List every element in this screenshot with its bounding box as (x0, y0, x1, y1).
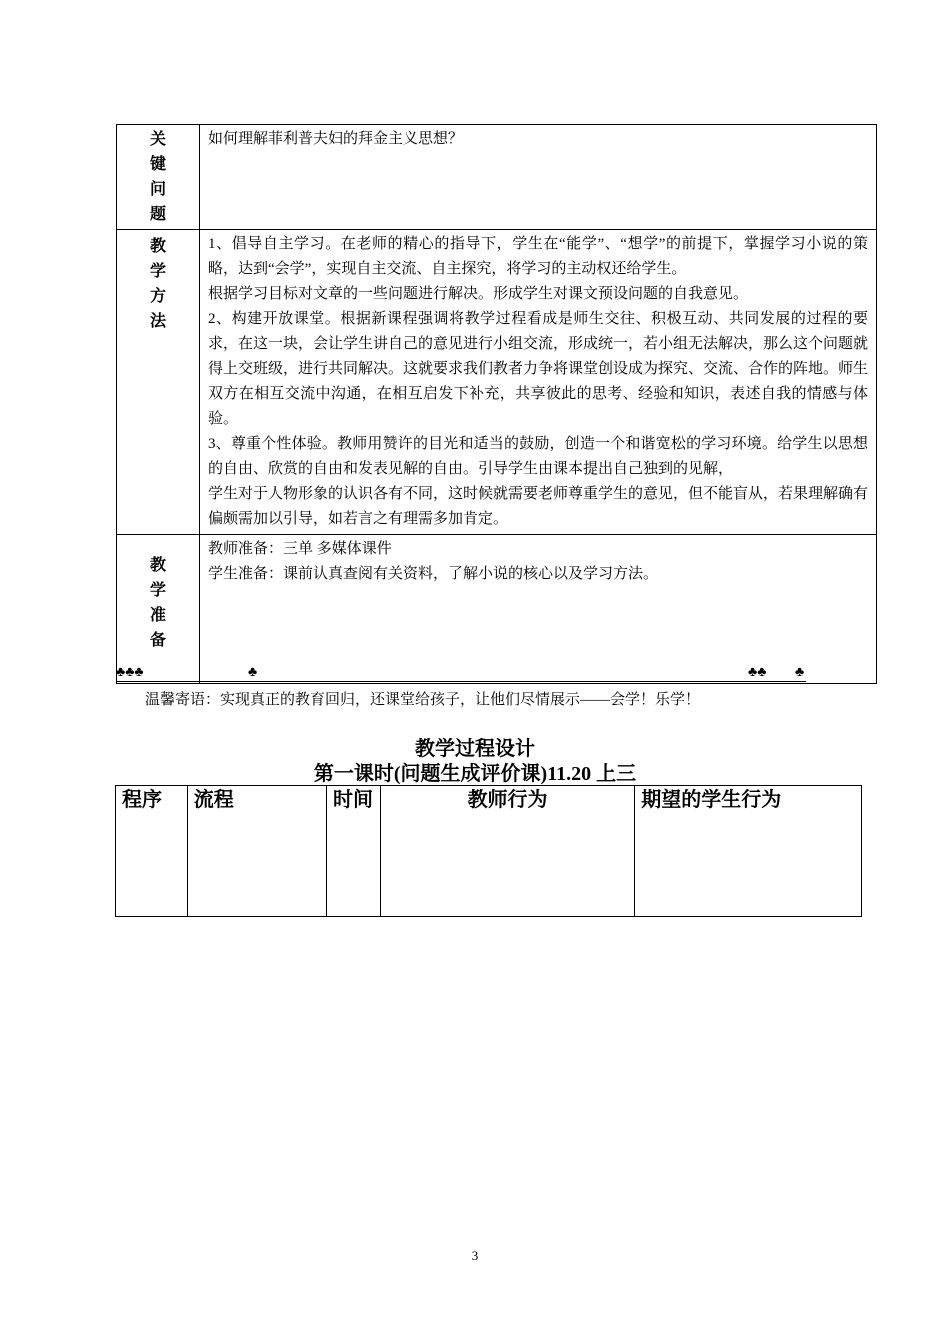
label-char: 教 (149, 238, 166, 255)
header-teacher-behavior: 教师行为 (380, 786, 634, 917)
paragraph: 3、尊重个性体验。教师用赞许的目光和适当的鼓励，创造一个和谐宽松的学习环境。给学生以思想的自由、欣赏的自由和发表见解的自由。引导学生由课本提出自己独到的见解， (208, 436, 868, 477)
table-row-teaching-preparation (117, 535, 877, 684)
paragraph: 根据学习目标对文章的一些问题进行解决。形成学生对课文预设问题的自我意见。 (208, 286, 749, 302)
row-label-teaching-preparation (117, 535, 200, 684)
header-expected-student-behavior: 期望的学生行为 (635, 786, 862, 917)
label-char: 备 (149, 632, 166, 649)
section-subtitle: 第一课时(问题生成评价课)11.20 上三 (313, 763, 637, 785)
label-char: 键 (149, 156, 166, 173)
label-char: 准 (149, 607, 166, 624)
greeting-text: 温馨寄语：实现真正的教育回归，还课堂给孩子，让他们尽情展示——会学！乐学！ (145, 692, 701, 708)
header-flow: 流程 (187, 786, 326, 917)
label-char: 学 (149, 582, 166, 599)
header-procedure: 程序 (116, 786, 188, 917)
paragraph: 1、倡导自主学习。在老师的精心的指导下，学生在“能学”、“想学”的前提下，掌握学习小说的策略，达到“会学”，实现自主交流、自主探究，将学习的主动权还给学生。 (208, 236, 868, 277)
label-char: 题 (149, 206, 166, 223)
label-char: 问 (149, 181, 166, 198)
teaching-method-content (200, 230, 877, 535)
section-title: 教学过程设计 (415, 738, 535, 760)
club-decoration-far-right: ♣ (795, 665, 805, 680)
teaching-preparation-content (200, 535, 877, 684)
label-char: 学 (149, 263, 166, 280)
header-time: 时间 (326, 786, 380, 917)
label-char: 教 (149, 557, 166, 574)
paragraph: 教师准备：三单 多媒体课件 (208, 541, 392, 557)
label-char: 法 (149, 313, 166, 330)
club-decoration-middle: ♣ (248, 665, 258, 680)
label-char: 方 (149, 288, 166, 305)
paragraph: 学生对于人物形象的认识各有不同，这时候就需要老师尊重学生的意见，但不能盲从，若果理解确有偏颇需加以引导，如若言之有理需多加肯定。 (208, 486, 869, 527)
decorative-underline (116, 681, 806, 682)
row-label-key-question (117, 125, 200, 230)
paragraph: 如何理解菲利普夫妇的拜金主义思想？ (208, 131, 464, 147)
key-question-content (200, 125, 877, 230)
row-label-teaching-method (117, 230, 200, 535)
paragraph: 2、构建开放课堂。根据新课程强调将教学过程看成是师生交往、积极互动、共同发展的过程的要求，在这一块，会让学生讲自己的意见进行小组交流，形成统一，若小组无法解决，那么这个问题就得上交班级，进行共同解决。这就要求我们教者力争将课堂创设成为探究、交流、合作的阵地。师生双方在相互交流中沟通，在相互启发下补充，共享彼此的思考、经验和知识，表述自我的情感与体验。 (208, 311, 869, 427)
club-decoration-left: ♣♣♣ (116, 665, 144, 680)
label-char: 关 (149, 131, 166, 148)
table-row-teaching-method (117, 230, 877, 535)
paragraph: 学生准备：课前认真查阅有关资料，了解小说的核心以及学习方法。 (208, 566, 659, 582)
table-header-row (116, 786, 862, 917)
page-number: 3 (471, 1248, 479, 1263)
club-decoration-right: ♣♣ (748, 665, 767, 680)
process-design-table (115, 785, 862, 917)
lesson-info-table (116, 124, 877, 684)
table-row-key-question (117, 125, 877, 230)
